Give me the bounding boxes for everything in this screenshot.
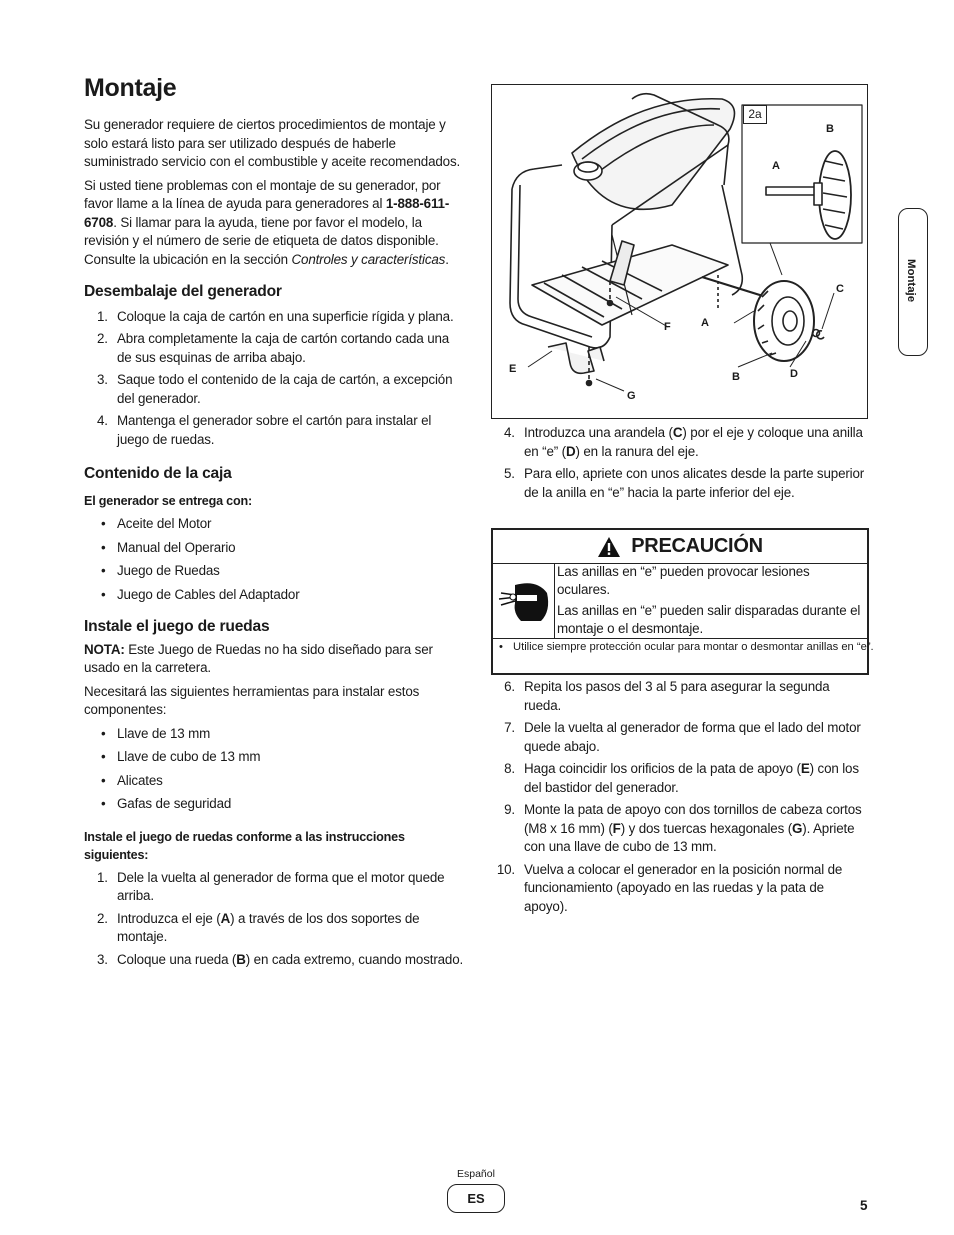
- caution-line-1: Las anillas en “e” pueden provocar lesiones oculares.: [557, 564, 810, 597]
- contents-list: [84, 515, 464, 604]
- list-item: 3. Coloque una rueda (B) en cada extremo, cuando mostrado.: [97, 951, 464, 967]
- list-item: 9. Monte la pata de apoyo con dos tornillos de cabeza cortos (M8 x 16 mm) (F) y dos tuercas hexagonales (G). Apriete con una llave de cubo de 13 mm.: [504, 802, 862, 854]
- list-item: 1. Coloque la caja de cartón en una superficie rígida y plana.: [97, 308, 454, 324]
- footer-language: Español: [457, 1168, 495, 1180]
- page-title: Montaje: [84, 74, 177, 102]
- caution-box: [491, 528, 874, 675]
- callout-a: A: [701, 317, 709, 329]
- section-side-tab: [898, 208, 928, 356]
- list-item: 1. Dele la vuelta al generador de forma que el motor quede arriba.: [97, 869, 445, 903]
- callout-a-inset: A: [772, 160, 780, 172]
- callout-e: E: [509, 363, 517, 375]
- callout-f: F: [664, 321, 671, 333]
- contents-subheading: El generador se entrega con:: [84, 493, 252, 508]
- callout-g: G: [627, 390, 636, 402]
- callout-d: D: [790, 368, 798, 380]
- list-item: 7. Dele la vuelta al generador de forma que el lado del motor quede abajo.: [504, 720, 861, 754]
- caution-line-2: Las anillas en “e” pueden salir disparadas durante el montaje o el desmontaje.: [557, 603, 861, 636]
- list-item: 2. Introduzca el eje (A) a través de los dos soportes de montaje.: [97, 910, 420, 944]
- install-steps-2: [491, 424, 869, 502]
- callout-b-inset: B: [826, 123, 834, 135]
- list-item: • Manual del Operario: [84, 539, 464, 558]
- list-item: • Juego de Ruedas: [84, 562, 464, 581]
- caution-title: PRECAUCIÓN: [631, 535, 763, 557]
- list-item: • Llave de 13 mm: [84, 725, 464, 744]
- helpline-phone: 1-888-611-6708: [84, 196, 450, 230]
- caution-note: • Utilice siempre protección ocular para montar o desmontar anillas en “e”.: [499, 640, 875, 655]
- tools-intro: Necesitará las siguientes herramientas para instalar estos componentes:: [84, 683, 420, 717]
- list-item: 10. Vuelva a colocar el generador en la posición normal de funcionamiento (apoyado en las ruedas y la pata de apoyo).: [496, 861, 843, 914]
- list-item: • Gafas de seguridad: [84, 795, 464, 814]
- list-item: 4. Mantenga el generador sobre el cartón para instalar el juego de ruedas.: [97, 413, 432, 447]
- list-item: • Juego de Cables del Adaptador: [84, 586, 464, 605]
- list-item: 6. Repita los pasos del 3 al 5 para asegurar la segunda rueda.: [504, 679, 830, 713]
- right-column-top: [491, 424, 869, 506]
- generator-illustration: [492, 85, 866, 417]
- warning-triangle-icon: [597, 536, 621, 558]
- callout-c: C: [836, 283, 844, 295]
- contents-heading: Contenido de la caja: [84, 465, 232, 482]
- side-tab-label: Montaje: [905, 259, 917, 303]
- unpack-heading: Desembalaje del generador: [84, 283, 282, 300]
- note-paragraph: NOTA: Este Juego de Ruedas no ha sido diseñado para ser usado en la carretera.: [84, 641, 433, 675]
- right-column-bottom: [491, 678, 869, 920]
- left-column: [84, 116, 464, 973]
- install-steps-1: [84, 869, 464, 970]
- list-item: 3. Saque todo el contenido de la caja de cartón, a excepción del generador.: [97, 372, 453, 406]
- list-item: 2. Abra completamente la caja de cartón cortando cada una de sus esquinas de arriba abajo.: [97, 331, 450, 365]
- list-item: • Alicates: [84, 772, 464, 791]
- list-item: 8. Haga coincidir los orificios de la pata de apoyo (E) con los del bastidor del generador.: [504, 761, 859, 795]
- eye-protection-icon-cell: [493, 563, 555, 638]
- caution-header: [493, 530, 867, 564]
- unpack-steps: [84, 308, 464, 450]
- wheel-kit-figure: [491, 84, 868, 419]
- install-steps-3: [491, 678, 869, 916]
- intro-paragraph-1: Su generador requiere de ciertos procedimientos de montaje y solo estará listo para ser utilizado después de haberle suministrado servicio con el combustible y aceite recomendados.: [84, 117, 461, 169]
- caution-text: [557, 563, 863, 641]
- eye-protection-icon: [493, 563, 554, 638]
- page-number: 5: [860, 1198, 868, 1213]
- list-item: 4. Introduzca una arandela (C) por el eje y coloque una anilla en “e” (D) en la ranura del eje.: [504, 425, 863, 459]
- caution-body: [493, 563, 867, 639]
- tools-list: [84, 725, 464, 814]
- inset-label: 2a: [743, 105, 767, 124]
- install-heading: Instale el juego de ruedas: [84, 618, 270, 635]
- intro-paragraph-2: Si usted tiene problemas con el montaje de su generador, por favor llame a la línea de ayuda para generadores al 1-888-611-6708. Si llamar para la ayuda, tiene por favor el modelo, la revisión y el número de serie de etiqueta de datos disponible. Consulte la ubicación en la sección Controles y características.: [84, 177, 450, 267]
- list-item: • Aceite del Motor: [84, 515, 464, 534]
- section-reference: Controles y características: [291, 251, 446, 267]
- list-item: 5. Para ello, apriete con unos alicates desde la parte superior de la anilla en “e” hacia la parte inferior del eje.: [504, 466, 865, 500]
- list-item: • Llave de cubo de 13 mm: [84, 748, 464, 767]
- instructions-heading: Instale el juego de ruedas conforme a las instrucciones siguientes:: [84, 829, 405, 862]
- callout-b: B: [732, 371, 740, 383]
- language-badge: ES: [447, 1184, 505, 1213]
